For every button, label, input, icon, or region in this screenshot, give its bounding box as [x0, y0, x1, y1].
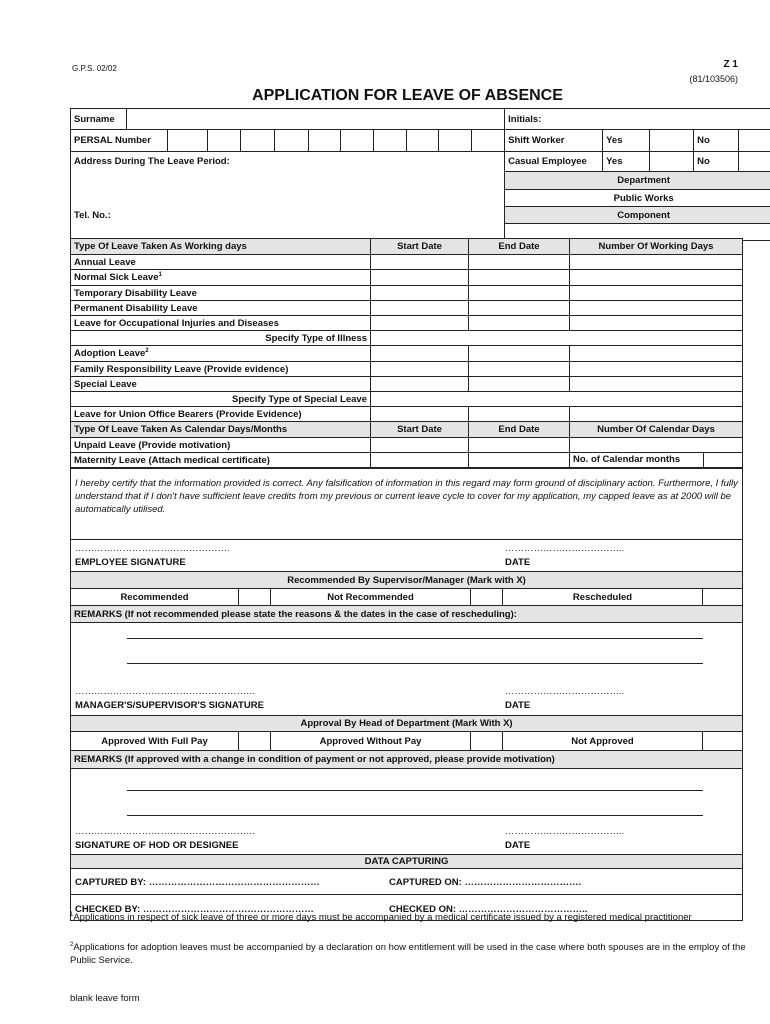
- not-approved-label: Not Approved: [503, 732, 703, 751]
- unpaid-days[interactable]: [570, 438, 743, 453]
- temp-dis-days[interactable]: [570, 286, 743, 301]
- adoption-leave-label: [71, 346, 371, 362]
- approved-full-pay-label: Approved With Full Pay: [71, 732, 239, 751]
- data-capturing-heading: DATA CAPTURING: [71, 855, 743, 869]
- working-days-count-heading: Number Of Working Days: [570, 239, 743, 255]
- surname-label: Surname: [71, 109, 127, 130]
- persal-label: PERSAL Number: [71, 130, 168, 152]
- normal-sick-leave-label: [71, 270, 371, 286]
- hod-remarks-line-2: [127, 815, 703, 816]
- calendar-months-field[interactable]: [703, 453, 742, 467]
- union-start[interactable]: [371, 407, 469, 422]
- employee-signature-dots: ………………………………………….: [75, 543, 230, 554]
- persal-digit-7[interactable]: [374, 130, 407, 152]
- footnote-ref-2: 2: [145, 347, 149, 354]
- checked-by: CHECKED BY: ………………………………………………: [75, 904, 314, 915]
- supervisor-remarks-label: REMARKS (If not recommended please state the reasons & the dates in the case of rescheduling):: [71, 606, 743, 623]
- footnote-1: [70, 912, 746, 925]
- union-days[interactable]: [570, 407, 743, 422]
- calendar-start-heading: Start Date: [371, 422, 469, 438]
- casual-no-box[interactable]: [739, 152, 770, 172]
- recommended-label: Recommended: [71, 589, 239, 606]
- persal-digit-4[interactable]: [275, 130, 309, 152]
- department-label: Department: [505, 172, 770, 190]
- special-days[interactable]: [570, 377, 743, 392]
- address-field[interactable]: [71, 172, 505, 190]
- specify-special-field[interactable]: [371, 392, 743, 407]
- footer-label: blank leave form: [70, 993, 140, 1004]
- personal-details-table: [70, 108, 770, 241]
- casual-yes-box[interactable]: [650, 152, 694, 172]
- adoption-days[interactable]: [570, 346, 743, 362]
- remarks-line-2: [127, 663, 703, 664]
- employee-date-dots: ………………………………..: [505, 543, 625, 554]
- unpaid-leave-label: Unpaid Leave (Provide motivation): [71, 438, 371, 453]
- persal-digit-5[interactable]: [309, 130, 341, 152]
- special-end[interactable]: [469, 377, 570, 392]
- specify-illness-label: Specify Type of Illness: [71, 331, 371, 346]
- form-code: Z 1: [723, 59, 738, 70]
- calendar-days-heading: Type Of Leave Taken As Calendar Days/Months: [71, 422, 371, 438]
- persal-digit-2[interactable]: [208, 130, 241, 152]
- not-approved-box[interactable]: [703, 732, 743, 751]
- shift-worker-label: Shift Worker: [505, 130, 603, 152]
- annual-leave-label: Annual Leave: [71, 255, 371, 270]
- specify-illness-field[interactable]: [371, 331, 743, 346]
- declaration-text: I hereby certify that the information provided is correct. Any falsification of information in this regard may form ground of disciplinary action. Furthermore, I fully understand that if I don't have sufficient leave credits from my previous or current leave cycle to cover for my application, my capped leave as at 2000 will be automatically utilised.: [71, 469, 743, 540]
- captured-row[interactable]: [71, 869, 743, 895]
- hod-remarks-block[interactable]: [71, 769, 743, 855]
- supervisor-signature-dots: …………………………………………………: [75, 686, 256, 697]
- annual-start[interactable]: [371, 255, 469, 270]
- surname-field[interactable]: [127, 109, 505, 130]
- permanent-disability-label: Permanent Disability Leave: [71, 301, 371, 316]
- initials-label: Initials:: [505, 109, 770, 130]
- persal-digit-9[interactable]: [439, 130, 472, 152]
- shift-no-box[interactable]: [739, 130, 770, 152]
- hod-remarks-label: REMARKS (If approved with a change in condition of payment or not approved, please provide motivation): [71, 751, 743, 769]
- perm-dis-days[interactable]: [570, 301, 743, 316]
- occupational-injuries-label: Leave for Occupational Injuries and Diseases: [71, 316, 371, 331]
- normal-sick-leave-text: Normal Sick Leave: [74, 272, 159, 283]
- persal-digit-10[interactable]: [472, 130, 505, 152]
- specify-special-label: Specify Type of Special Leave: [71, 392, 371, 407]
- component-label: Component: [505, 207, 770, 224]
- union-end[interactable]: [469, 407, 570, 422]
- department-value: Public Works: [505, 190, 770, 207]
- hod-signature-label: SIGNATURE OF HOD OR DESIGNEE: [75, 840, 239, 851]
- employee-signature-label: EMPLOYEE SIGNATURE: [75, 557, 186, 568]
- rescheduled-box[interactable]: [703, 589, 743, 606]
- hod-date-label: DATE: [505, 840, 531, 851]
- checked-on: CHECKED ON: …………………………………..: [389, 904, 588, 915]
- supervisor-heading: Recommended By Supervisor/Manager (Mark with X): [71, 572, 743, 589]
- footnote-2: [70, 942, 746, 967]
- persal-digit-6[interactable]: [341, 130, 374, 152]
- family-days[interactable]: [570, 362, 743, 377]
- recommended-box[interactable]: [239, 589, 271, 606]
- special-leave-label: Special Leave: [71, 377, 371, 392]
- approval-table: [70, 468, 743, 921]
- temp-dis-start[interactable]: [371, 286, 469, 301]
- union-office-label: Leave for Union Office Bearers (Provide Evidence): [71, 407, 371, 422]
- leave-types-table: [70, 238, 743, 468]
- perm-dis-end[interactable]: [469, 301, 570, 316]
- supervisor-remarks-block[interactable]: [71, 623, 743, 716]
- maternity-end[interactable]: [469, 453, 570, 468]
- casual-no-label: No: [694, 152, 739, 172]
- family-responsibility-label: Family Responsibility Leave (Provide evidence): [71, 362, 371, 377]
- remarks-line-1: [127, 638, 703, 639]
- rescheduled-label: Rescheduled: [503, 589, 703, 606]
- calendar-count-heading: Number Of Calendar Days: [570, 422, 743, 438]
- adoption-start[interactable]: [371, 346, 469, 362]
- footnote-1-text: Applications in respect of sick leave of three or more days must be accompanied by a medical certificate issued by a registered medical practitioner: [73, 912, 692, 923]
- footnote-2-number: 2: [70, 941, 74, 948]
- supervisor-date-label: DATE: [505, 700, 531, 711]
- end-date-heading: End Date: [469, 239, 570, 255]
- sick-days[interactable]: [570, 270, 743, 286]
- sick-start[interactable]: [371, 270, 469, 286]
- perm-dis-start[interactable]: [371, 301, 469, 316]
- occ-end[interactable]: [469, 316, 570, 331]
- address-field-2[interactable]: [71, 190, 505, 207]
- shift-yes-label: Yes: [603, 130, 650, 152]
- shift-yes-box[interactable]: [650, 130, 694, 152]
- address-label: Address During The Leave Period:: [71, 152, 505, 172]
- captured-on: CAPTURED ON: ……………………………….: [389, 877, 582, 888]
- hod-date-dots: ………………………………..: [505, 826, 625, 837]
- sick-end[interactable]: [469, 270, 570, 286]
- supervisor-date-dots: ………………………………..: [505, 686, 625, 697]
- temporary-disability-label: Temporary Disability Leave: [71, 286, 371, 301]
- casual-yes-label: Yes: [603, 152, 650, 172]
- footnote-ref-1: 1: [158, 271, 162, 278]
- unpaid-end[interactable]: [469, 438, 570, 453]
- employee-signature-block[interactable]: [71, 540, 743, 572]
- family-start[interactable]: [371, 362, 469, 377]
- page-title: APPLICATION FOR LEAVE OF ABSENCE: [252, 87, 563, 104]
- start-date-heading: Start Date: [371, 239, 469, 255]
- employee-date-label: DATE: [505, 557, 531, 568]
- form-number: (81/103506): [689, 74, 738, 84]
- casual-employee-label: Casual Employee: [505, 152, 603, 172]
- approved-without-pay-box[interactable]: [471, 732, 503, 751]
- form-reference: G.P.S. 02/02: [72, 64, 117, 73]
- persal-digit-1[interactable]: [168, 130, 208, 152]
- maternity-start[interactable]: [371, 453, 469, 468]
- supervisor-signature-label: MANAGER'S/SUPERVISOR'S SIGNATURE: [75, 700, 264, 711]
- approved-full-pay-box[interactable]: [239, 732, 271, 751]
- calendar-months-label: No. of Calendar months: [573, 454, 681, 465]
- unpaid-start[interactable]: [371, 438, 469, 453]
- adoption-end[interactable]: [469, 346, 570, 362]
- captured-by: CAPTURED BY: ………………………………………………: [75, 877, 320, 888]
- footnote-1-number: 1: [70, 911, 74, 918]
- special-start[interactable]: [371, 377, 469, 392]
- occ-days[interactable]: [570, 316, 743, 331]
- approved-without-pay-label: Approved Without Pay: [271, 732, 471, 751]
- tel-label: Tel. No.:: [71, 207, 505, 224]
- temp-dis-end[interactable]: [469, 286, 570, 301]
- adoption-leave-text: Adoption Leave: [74, 348, 146, 359]
- persal-digit-8[interactable]: [407, 130, 439, 152]
- footnote-2-text: Applications for adoption leaves must be accompanied by a declaration on how entitlement will be used in the case where both spouses are in the employ of the Public Service.: [70, 942, 746, 966]
- working-days-heading: Type Of Leave Taken As Working days: [71, 239, 371, 255]
- not-recommended-label: Not Recommended: [271, 589, 471, 606]
- not-recommended-box[interactable]: [471, 589, 503, 606]
- calendar-end-heading: End Date: [469, 422, 570, 438]
- calendar-months-cell: [570, 453, 743, 468]
- annual-days[interactable]: [570, 255, 743, 270]
- maternity-leave-label: Maternity Leave (Attach medical certificate): [71, 453, 371, 468]
- persal-digit-3[interactable]: [241, 130, 275, 152]
- hod-remarks-line-1: [127, 790, 703, 791]
- hod-signature-dots: …………………………………………………: [75, 826, 256, 837]
- hod-heading: Approval By Head of Department (Mark With X): [71, 716, 743, 732]
- family-end[interactable]: [469, 362, 570, 377]
- shift-no-label: No: [694, 130, 739, 152]
- annual-end[interactable]: [469, 255, 570, 270]
- occ-start[interactable]: [371, 316, 469, 331]
